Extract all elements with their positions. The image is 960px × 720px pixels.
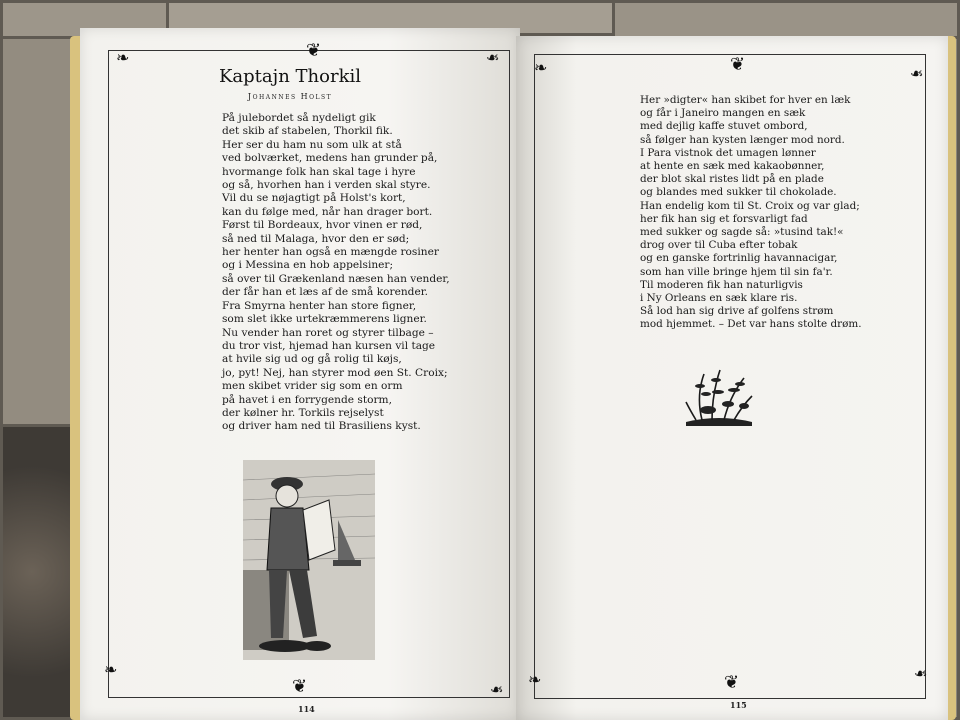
verse-line: der kølner hr. Torkils rejselyst — [222, 406, 384, 419]
left-page — [80, 28, 520, 720]
verse-line: I Para vistnok det umagen lønner — [640, 146, 816, 159]
verse-line: Så lod han sig drive af golfens strøm — [640, 305, 834, 318]
verse-line: og blandes med sukker til chokolade. — [640, 186, 837, 199]
verse-line: Her »digter« han skibet for hver en læk — [640, 94, 851, 106]
verse-line: men skibet vrider sig som en orm — [222, 380, 403, 393]
corner-ornament-icon: ❧ — [910, 64, 924, 83]
verse-line: ved bolværket, medens han grunder på, — [222, 152, 438, 165]
page-number: 115 — [730, 700, 747, 710]
verse-line: På julebordet så nydeligt gik — [222, 112, 376, 124]
verse-line: og en ganske fortrinlig havannacigar, — [640, 252, 838, 265]
corner-ornament-icon: ❧ — [528, 670, 542, 689]
verse-line: Først til Bordeaux, hvor vinen er rød, — [222, 219, 423, 232]
corner-ornament-icon: ❧ — [490, 680, 504, 699]
verse-line: med dejlig kaffe stuvet ombord, — [640, 120, 808, 133]
verse-line: der får han et læs af de små korender. — [222, 286, 428, 299]
verse-line: som slet ikke urtekræmmerens ligner. — [222, 313, 427, 326]
verse-line: i Ny Orleans en sæk klare ris. — [640, 292, 798, 305]
fleuron-ornament-icon: ❦ — [292, 676, 308, 697]
verse-line: så over til Grækenland næsen han vender, — [222, 272, 450, 285]
verse-line: så følger han kysten længer mod nord. — [640, 133, 845, 146]
verse-line: du tror vist, hjemad han kursen vil tage — [222, 339, 436, 352]
verse-line: på havet i en forrygende storm, — [222, 393, 392, 406]
corner-ornament-icon: ❧ — [534, 58, 548, 77]
corner-ornament-icon: ❧ — [914, 664, 928, 683]
verse-line: som han ville bringe hjem til sin fa'r. — [640, 265, 833, 278]
verse-line: Her ser du ham nu som ulk at stå — [222, 138, 402, 151]
corner-ornament-icon: ❧ — [116, 48, 130, 67]
verse-line: at hvile sig ud og gå rolig til køjs, — [222, 353, 402, 366]
verse-line: det skib af stabelen, Thorkil fik. — [222, 125, 393, 138]
sailor-boy-illustration — [243, 460, 375, 660]
fleuron-ornament-icon: ❦ — [724, 672, 740, 693]
right-page — [516, 36, 948, 720]
corner-ornament-icon: ❧ — [104, 660, 118, 679]
poem-title: Kaptajn Thorkil — [218, 66, 362, 87]
fleuron-ornament-icon: ❦ — [730, 54, 746, 75]
verse-line: Vil du se nøjagtigt på Holst's kort, — [222, 192, 406, 205]
page-number: 114 — [298, 704, 315, 714]
floor-tile — [0, 36, 78, 428]
verse-line: Nu vender han roret og styrer tilbage – — [222, 326, 434, 339]
verse-line: Fra Smyrna henter han store figner, — [222, 299, 417, 312]
poem-verse-right — [640, 94, 862, 332]
poem-author: Johannes Holst — [247, 92, 333, 101]
verse-line: Han endelig kom til St. Croix og var glad; — [640, 199, 860, 212]
corner-ornament-icon: ❧ — [486, 48, 500, 67]
verse-line: med sukker og sagde så: »tusind tak!« — [640, 226, 844, 239]
verse-line: Til moderen fik han naturligvis — [640, 278, 803, 291]
verse-line: her henter han også en mængde rosiner — [222, 246, 439, 259]
verse-line: mod hjemmet. – Det var hans stolte drøm. — [640, 318, 862, 331]
verse-line: og i Messina en hob appelsiner; — [222, 259, 394, 272]
verse-line: jo, pyt! Nej, han styrer mod øen St. Croix; — [222, 366, 448, 379]
fleuron-ornament-icon: ❦ — [306, 40, 322, 61]
fern-vignette-illustration — [682, 366, 756, 426]
floor-tile — [612, 0, 960, 40]
verse-line: hvormange folk han skal tage i hyre — [222, 165, 416, 178]
poem-verse-left — [222, 112, 450, 434]
verse-line: kan du følge med, når han drager bort. — [222, 205, 433, 218]
verse-line: og så, hvorhen han i verden skal styre. — [222, 179, 431, 192]
verse-line: drog over til Cuba efter tobak — [640, 239, 798, 252]
verse-line: der blot skal ristes lidt på en plade — [640, 173, 824, 186]
verse-line: her fik han sig et forsvarligt fad — [640, 212, 808, 225]
verse-line: og driver ham ned til Brasiliens kyst. — [222, 420, 421, 433]
verse-line: så ned til Malaga, hvor den er sød; — [222, 232, 410, 245]
verse-line: og får i Janeiro mangen en sæk — [640, 107, 806, 120]
verse-line: at hente en sæk med kakaobønner, — [640, 160, 825, 173]
floor-tile — [0, 424, 78, 720]
